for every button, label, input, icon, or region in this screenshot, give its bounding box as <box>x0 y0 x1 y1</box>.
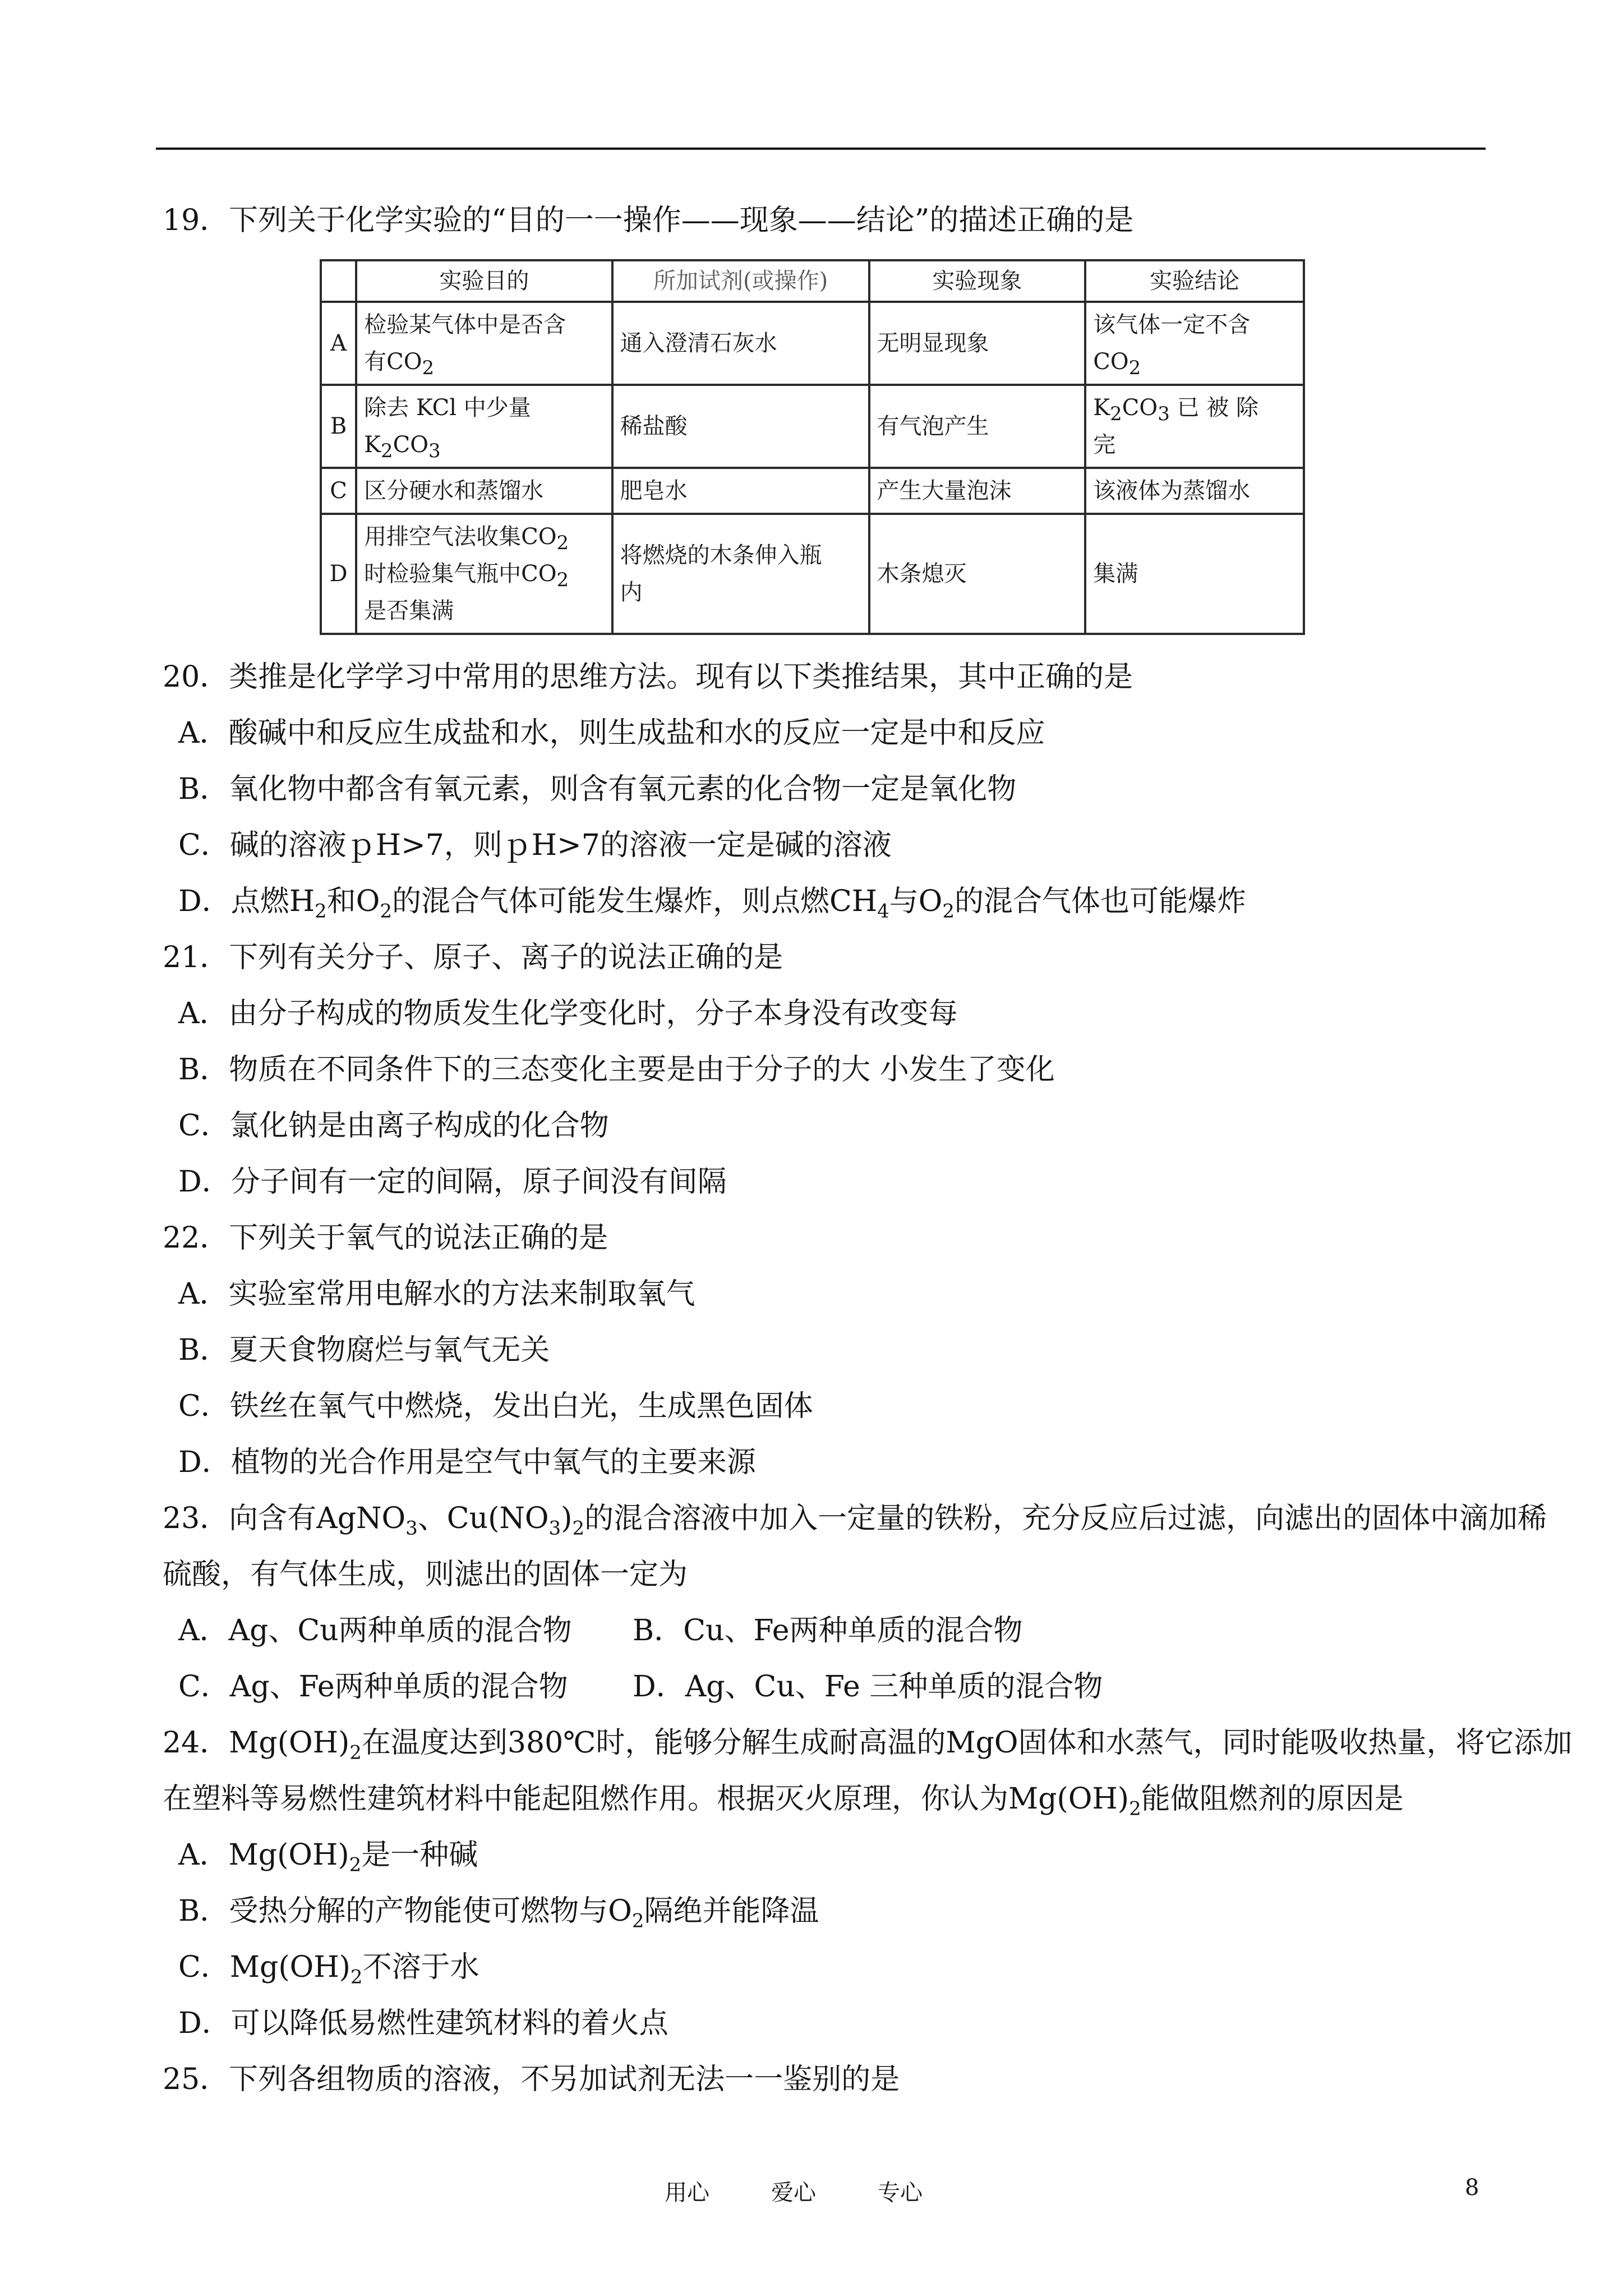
option-b: B．Cu、Fe两种单质的混合物 <box>633 1614 1023 1648</box>
question-number: 21． <box>163 941 229 974</box>
question-21 <box>163 940 1486 1199</box>
experiment-table-wrap <box>320 259 1486 635</box>
question-24-stem-cont <box>163 1782 1486 1820</box>
question-21-stem <box>163 940 1486 975</box>
table-row <box>321 302 1304 385</box>
header-rule <box>156 148 1486 150</box>
question-text: 在塑料等易燃性建筑材料中能起阻燃作用。根据灭火原理，你认为Mg(OH) <box>163 1782 1129 1816</box>
options-row <box>178 1613 1486 1648</box>
cell-text: 已 被 除 <box>1169 395 1258 421</box>
question-text: 的混合溶液中加入一定量的铁粉，充分反应后过滤，向滤出的固体中滴加稀 <box>584 1502 1547 1535</box>
question-25-stem <box>163 2062 1486 2097</box>
option-text: 和O <box>326 885 380 918</box>
question-number: 24． <box>163 1726 229 1760</box>
reagent-cell: 通入澄清石灰水 <box>612 302 869 385</box>
conclusion-cell <box>1085 302 1304 385</box>
purpose-cell <box>356 514 612 634</box>
question-text: ) <box>561 1502 573 1535</box>
experiment-table <box>320 259 1305 635</box>
phenomenon-cell: 无明显现象 <box>869 302 1086 385</box>
subscript: 2 <box>349 1741 362 1764</box>
row-label: C <box>321 468 356 514</box>
question-23 <box>163 1501 1547 1704</box>
option-b: B．物质在不同条件下的三态变化主要是由于分子的大 小发生了变化 <box>178 1053 1055 1087</box>
question-number: 23． <box>163 1502 229 1535</box>
phenomenon-cell: 木条熄灭 <box>869 514 1086 634</box>
question-24-stem <box>163 1726 1573 1764</box>
cell-text: K <box>1093 395 1110 421</box>
cell-text: 完 <box>1093 432 1116 458</box>
option-c: C．Ag、Fe两种单质的混合物 <box>178 1670 568 1704</box>
conclusion-cell: 该液体为蒸馏水 <box>1085 468 1304 514</box>
conclusion-cell <box>1085 385 1304 468</box>
option-c: C．氯化钠是由离子构成的化合物 <box>178 1109 609 1143</box>
cell-text: CO <box>1093 349 1129 375</box>
table-row <box>321 468 1304 514</box>
table-header-row <box>321 260 1304 302</box>
subscript: 2 <box>380 900 392 923</box>
option-c: C．铁丝在氧气中燃烧，发出白光，生成黑色固体 <box>178 1389 813 1423</box>
cell-text: K <box>364 432 381 458</box>
table-header-corner <box>321 260 356 302</box>
option-c: C．碱的溶液ｐH>7，则ｐH>7的溶液一定是碱的溶液 <box>178 829 892 862</box>
row-label: B <box>321 385 356 468</box>
question-20-stem <box>163 660 1486 694</box>
purpose-cell: 区分硬水和蒸馏水 <box>356 468 612 514</box>
table-header-cell: 实验现象 <box>869 260 1086 302</box>
option-text: 是一种碱 <box>361 1838 478 1872</box>
question-number: 20． <box>163 660 229 694</box>
reagent-cell: 稀盐酸 <box>612 385 869 468</box>
cell-text: 有CO <box>364 349 422 375</box>
footer-motto <box>665 2175 984 2207</box>
question-text: 向含有AgNO <box>229 1502 406 1535</box>
question-text: Mg(OH) <box>229 1726 350 1760</box>
question-text: 下列各组物质的溶液，不另加试剂无法一一鉴别的是 <box>229 2063 900 2096</box>
question-text: 下列关于化学实验的“目的一一操作——现象——结论”的描述正确的是 <box>229 204 1134 237</box>
cell-text: CO <box>1122 395 1158 421</box>
question-text: 下列有关分子、原子、离子的说法正确的是 <box>229 941 783 974</box>
cell-text: 时检验集气瓶中CO <box>364 561 557 587</box>
option-text: 的混合气体也可能爆炸 <box>955 885 1247 918</box>
option-c <box>178 1950 1486 1989</box>
question-19-stem <box>163 203 1486 238</box>
option-d: D．分子间有一定的间隔，原子间没有间隔 <box>178 1165 727 1199</box>
subscript: 2 <box>572 1517 585 1540</box>
subscript: 2 <box>556 532 569 554</box>
question-number: 25． <box>163 2063 229 2096</box>
purpose-cell <box>356 385 612 468</box>
motto-word: 专心 <box>878 2180 923 2206</box>
phenomenon-cell: 产生大量泡沫 <box>869 468 1086 514</box>
option-a: A．实验室常用电解水的方法来制取氧气 <box>178 1277 695 1311</box>
subscript: 2 <box>1128 357 1141 379</box>
option-d: D．Ag、Cu、Fe 三种单质的混合物 <box>633 1670 1103 1704</box>
option-b: B．氧化物中都含有氧元素，则含有氧元素的化合物一定是氧化物 <box>178 772 1017 806</box>
conclusion-cell: 集满 <box>1085 514 1304 634</box>
question-19 <box>163 203 1486 635</box>
subscript: 2 <box>315 900 327 923</box>
options-row <box>178 1669 1486 1704</box>
question-23-stem-cont: 硫酸，有气体生成，则滤出的固体一定为 <box>163 1558 688 1591</box>
question-20 <box>163 660 1486 923</box>
question-23-stem <box>163 1501 1547 1540</box>
cell-text: CO <box>393 432 429 458</box>
question-text: 类推是化学学习中常用的思维方法。现有以下类推结果，其中正确的是 <box>229 660 1133 694</box>
subscript: 2 <box>631 1910 644 1932</box>
cell-text: 用排空气法收集CO <box>364 524 557 550</box>
question-25 <box>163 2062 1486 2097</box>
subscript: 2 <box>349 1853 362 1876</box>
subscript: 2 <box>942 900 955 923</box>
cell-text: 除去 KCl 中少量 <box>364 395 531 421</box>
option-a <box>178 1838 1486 1876</box>
question-24 <box>163 1726 1573 2041</box>
option-text: 与O <box>889 885 943 918</box>
option-a: A．由分子构成的物质发生化学变化时，分子本身没有改变每 <box>178 997 958 1030</box>
row-label: D <box>321 514 356 634</box>
subscript: 3 <box>405 1517 418 1540</box>
question-text: 、Cu(NO <box>417 1502 549 1535</box>
option-text: B．受热分解的产物能使可燃物与O <box>178 1894 632 1928</box>
cell-text: 该气体一定不含 <box>1093 312 1251 338</box>
purpose-cell <box>356 302 612 385</box>
option-text: A．Mg(OH) <box>178 1838 349 1872</box>
reagent-cell: 肥皂水 <box>612 468 869 514</box>
motto-word: 爱心 <box>771 2180 816 2206</box>
option-text: 隔绝并能降温 <box>644 1894 819 1928</box>
subscript: 3 <box>548 1517 561 1540</box>
subscript: 2 <box>556 569 569 591</box>
subscript: 4 <box>877 900 889 923</box>
table-row <box>321 514 1304 634</box>
subscript: 3 <box>1158 403 1170 425</box>
cell-text: 内 <box>620 579 643 605</box>
table-header-cell: 所加试剂(或操作) <box>612 260 869 302</box>
motto-word: 用心 <box>665 2180 709 2206</box>
cell-text: 是否集满 <box>364 598 454 624</box>
option-a: A．酸碱中和反应生成盐和水，则生成盐和水的反应一定是中和反应 <box>178 716 1045 750</box>
question-number: 22． <box>163 1221 229 1255</box>
question-22-stem <box>163 1221 1486 1255</box>
table-header-cell: 实验结论 <box>1085 260 1304 302</box>
option-d: D．可以降低易燃性建筑材料的着火点 <box>178 2007 668 2040</box>
subscript: 2 <box>1129 1797 1141 1820</box>
option-text: D．点燃H <box>178 885 315 918</box>
page-number: 8 <box>1465 2175 1479 2201</box>
subscript: 2 <box>381 440 393 462</box>
option-b: B．夏天食物腐烂与氧气无关 <box>178 1333 550 1367</box>
question-22 <box>163 1221 1486 1480</box>
reagent-cell <box>612 514 869 634</box>
subscript: 3 <box>428 440 441 462</box>
table-header-cell: 实验目的 <box>356 260 612 302</box>
option-d <box>178 884 1486 923</box>
option-a: A．Ag、Cu两种单质的混合物 <box>178 1614 572 1648</box>
exam-page <box>163 203 1573 2118</box>
question-text: 下列关于氧气的说法正确的是 <box>229 1221 608 1255</box>
table-row <box>321 385 1304 468</box>
option-text: C．Mg(OH) <box>178 1950 351 1984</box>
cell-text: 将燃烧的木条伸入瓶 <box>620 542 822 568</box>
subscript: 2 <box>422 357 435 379</box>
subscript: 2 <box>350 1966 363 1989</box>
option-text: 不溶于水 <box>362 1950 479 1984</box>
question-number: 19． <box>163 204 229 237</box>
question-text: 能做阻燃剂的原因是 <box>1141 1782 1404 1816</box>
phenomenon-cell: 有气泡产生 <box>869 385 1086 468</box>
question-text: 在温度达到380℃时，能够分解生成耐高温的MgO固体和水蒸气，同时能吸收热量，将它添加 <box>361 1726 1573 1760</box>
row-label: A <box>321 302 356 385</box>
option-b <box>178 1894 1486 1932</box>
option-text: 的混合气体可能发生爆炸，则点燃CH <box>391 885 878 918</box>
subscript: 2 <box>1110 403 1122 425</box>
option-d: D．植物的光合作用是空气中氧气的主要来源 <box>178 1446 756 1479</box>
cell-text: 检验某气体中是否含 <box>364 312 566 338</box>
